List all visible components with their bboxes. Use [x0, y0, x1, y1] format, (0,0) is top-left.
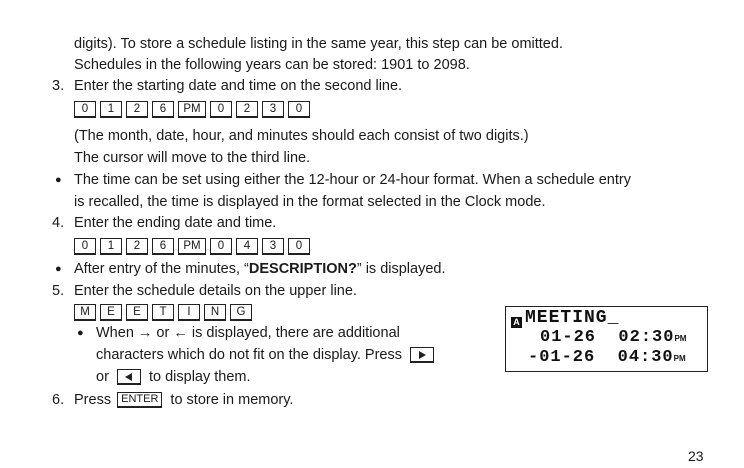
bullet-3-text-c-post: to display them. — [148, 369, 251, 385]
key-0: 0 — [288, 101, 310, 118]
display-row-2-time: 02:30 — [618, 328, 675, 347]
bullet-2-pre: After entry of the minutes, “ — [74, 261, 249, 277]
step-6-post: to store in memory. — [170, 392, 294, 408]
page-number: 23 — [688, 448, 704, 464]
key-0: 0 — [210, 101, 232, 118]
display-row-3-time: 04:30 — [617, 348, 674, 367]
bullet-marker: ● — [55, 263, 62, 275]
key-0: 0 — [288, 238, 310, 255]
text-line-3: (The month, date, hour, and minutes should each consist of two digits.) — [74, 128, 529, 144]
key-0: 0 — [74, 238, 96, 255]
display-row-3-ampm: PM — [673, 354, 686, 363]
key-i: I — [178, 304, 200, 321]
key-1: 1 — [100, 101, 122, 118]
key-e: E — [126, 304, 148, 321]
key-2: 2 — [126, 101, 148, 118]
bullet-3-line-b — [96, 346, 438, 364]
key-6: 6 — [152, 238, 174, 255]
key-0: 0 — [210, 238, 232, 255]
bullet-3-text-c-pre: or — [96, 369, 109, 385]
display-row-2-ampm: PM — [674, 334, 687, 343]
key-1: 1 — [100, 238, 122, 255]
display-row-3 — [528, 349, 686, 368]
key-sequence-meeting — [74, 304, 252, 320]
step-6-number: 6. — [52, 392, 65, 408]
bullet-marker: ● — [55, 174, 62, 186]
bullet-marker: ● — [77, 327, 84, 339]
step-3-number: 3. — [52, 78, 65, 94]
left-arrow-key — [117, 369, 141, 385]
display-row-3-date: -01-26 — [528, 348, 596, 367]
left-arrow-icon — [125, 373, 132, 381]
display-row-2-date: 01-26 — [540, 328, 597, 347]
step-4-number: 4. — [52, 215, 65, 231]
alarm-badge-icon: A — [511, 317, 522, 328]
step-5-number: 5. — [52, 283, 65, 299]
bullet-2-post: ” is displayed. — [356, 261, 446, 277]
key-3: 3 — [262, 101, 284, 118]
key-2: 2 — [126, 238, 148, 255]
key-4: 4 — [236, 238, 258, 255]
text-line-2: Schedules in the following years can be stored: 1901 to 2098. — [74, 57, 470, 73]
key-pm: PM — [178, 238, 206, 255]
enter-key: ENTER — [117, 392, 162, 408]
display-row-1: MEETING_ — [525, 308, 620, 328]
text-line-4: The cursor will move to the third line. — [74, 150, 311, 166]
text-line-1: digits). To store a schedule listing in the same year, this step can be omitted. — [74, 36, 563, 52]
bullet-2-bold: DESCRIPTION? — [248, 261, 357, 277]
right-arrow-icon — [419, 351, 426, 359]
key-2: 2 — [236, 101, 258, 118]
key-g: G — [230, 304, 252, 321]
key-6: 6 — [152, 101, 174, 118]
step-6-text — [74, 391, 293, 409]
key-t: T — [152, 304, 174, 321]
key-3: 3 — [262, 238, 284, 255]
step-5-text: Enter the schedule details on the upper line. — [74, 283, 357, 299]
step-4-text: Enter the ending date and time. — [74, 215, 277, 231]
key-sequence-start — [74, 101, 310, 117]
bullet-3-line-a: When → or ← is displayed, there are additional — [96, 325, 400, 341]
key-n: N — [204, 304, 226, 321]
step-3-text: Enter the starting date and time on the second line. — [74, 78, 403, 94]
step-6-pre: Press — [74, 392, 112, 408]
bullet-3-line-c — [96, 368, 251, 386]
key-e: E — [100, 304, 122, 321]
bullet-1-line-a: The time can be set using either the 12-hour or 24-hour format. When a schedule entry — [74, 172, 631, 188]
bullet-1-line-b: is recalled, the time is displayed in the format selected in the Clock mode. — [74, 194, 546, 210]
key-0: 0 — [74, 101, 96, 118]
key-m: M — [74, 304, 96, 321]
bullet-2-text — [74, 260, 446, 278]
display-row-2 — [540, 329, 686, 348]
lcd-display — [505, 306, 708, 372]
right-arrow-key — [410, 347, 434, 363]
bullet-3-text-b: characters which do not fit on the display. Press — [96, 347, 402, 363]
key-sequence-end — [74, 238, 310, 254]
key-pm: PM — [178, 101, 206, 118]
